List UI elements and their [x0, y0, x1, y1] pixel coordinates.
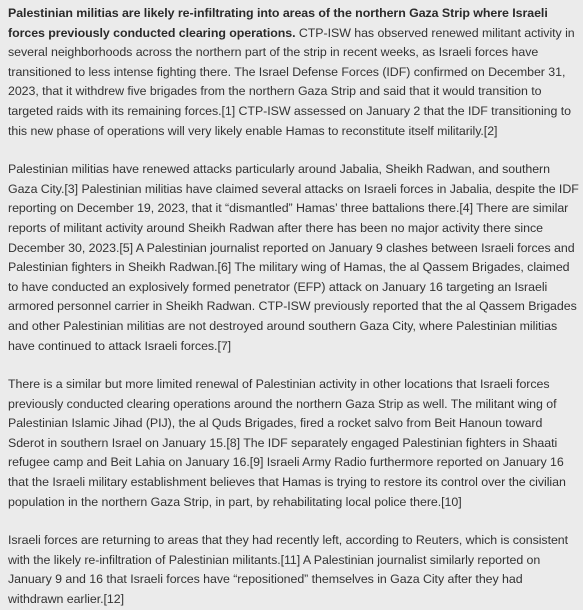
paragraph-limited-renewal — [8, 375, 579, 512]
paragraph-israeli-forces-returning — [8, 531, 579, 609]
paragraph-renewed-attacks — [8, 160, 579, 356]
paragraph-lead: Palestinian militias are likely re-infiltrating into areas of the northern Gaza Strip where Israeli forces previously conducted clearing operations. — [8, 6, 548, 40]
paragraph-text: Palestinian militias have renewed attacks particularly around Jabalia, Sheikh Radwan, and southern Gaza City.[3] Palestinian militias have claimed several attacks on Israeli forces in Jabalia, despite the IDF reporting on December 19, 2023, that it “dismantled” Hamas’ three battalions there.[4] There are similar reports of militant activity around Sheikh Radwan after there has been no major activity there since December 30, 2023.[5] A Palestinian journalist reported on January 9 clashes between Israeli forces and Palestinian fighters in Sheikh Radwan.[6] The military wing of Hamas, the al Qassem Brigades, claimed to have conducted an explosively formed penetrator (EFP) attack on January 16 targeting an Israeli armored personnel carrier in Sheikh Radwan. CTP-ISW previously reported that the al Qassem Brigades and other Palestinian militias are not destroyed around southern Gaza City, where Palestinian militias have continued to attack Israeli forces.[7] — [8, 162, 579, 353]
paragraph-text: CTP-ISW has observed renewed militant activity in several neighborhoods across the northern part of the strip in recent weeks, as Israeli forces have transitioned to less intense fighting there. The Israel Defense Forces (IDF) confirmed on December 31, 2023, that it withdrew five brigades from the northern Gaza Strip and said that it would transition to targeted raids with its remaining forces.[1] CTP-ISW assessed on January 2 that the IDF transitioning to this new phase of operations will very likely enable Hamas to reconstitute itself militarily.[2] — [8, 25, 575, 138]
paragraph-text: Israeli forces are returning to areas that they had recently left, according to Reuters, which is consistent with the likely re-infiltration of Palestinian militants.[11] A Palestinian journalist similarly reported on January 9 and 16 that Israeli forces have “repositioned” themselves in Gaza City after they had withdrawn earlier.[12] — [8, 533, 569, 607]
paragraph-reinfiltration — [8, 4, 579, 141]
paragraph-text: There is a similar but more limited renewal of Palestinian activity in other locations that Israeli forces previously conducted clearing operations around the northern Gaza Strip as well. The militant wing of Palestinian Islamic Jihad (PIJ), the al Quds Brigades, fired a rocket salvo from Beit Hanoun toward Sderot in southern Israel on January 15.[8] The IDF separately engaged Palestinian fighters in Shaati refugee camp and Beit Lahia on January 16.[9] Israeli Army Radio furthermore reported on January 16 that the Israeli military establishment believes that Hamas is trying to restore its control over the civilian population in the northern Gaza Strip, in part, by rehabilitating local police there.[10] — [8, 377, 566, 509]
